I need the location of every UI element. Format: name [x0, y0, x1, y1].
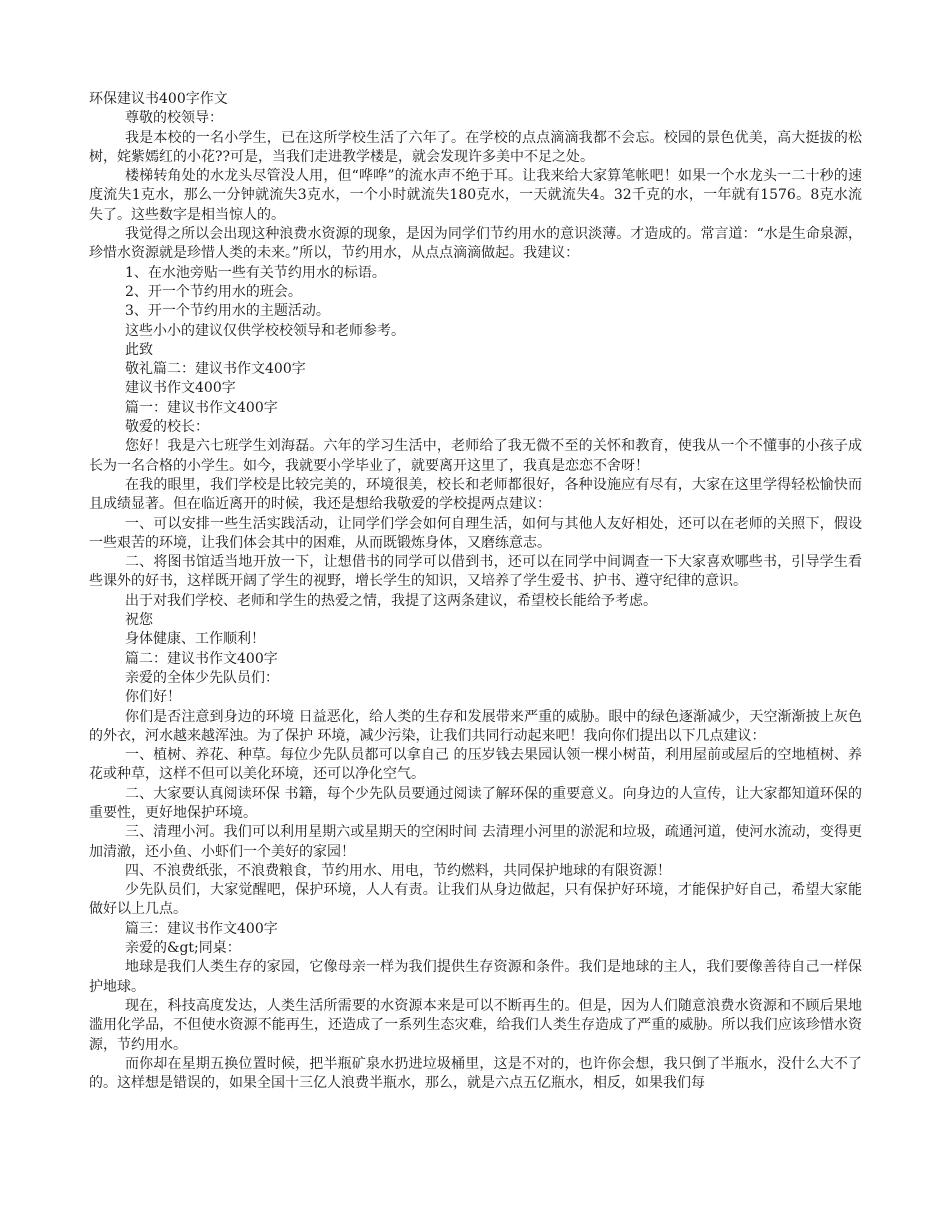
salutation: 敬爱的校长：: [125, 419, 209, 436]
list-item: 2、开一个节约用水的班会。: [125, 283, 302, 300]
paragraph: 在我的眼里，我们学校是比较完美的，环境很美，校长和老师都很好，各种设施应有尽有，大家在这里学得轻松愉快而且成绩显著。但在临近离开的时候，我还是想给我敬爱的学校提两点建议：: [89, 476, 862, 513]
paragraph: 你们是否注意到身边的环境 日益恶化，给人类的生存和发展带来严重的威胁。眼中的绿色逐渐减少，天空渐渐披上灰色的外衣，河水越来越浑浊。为了保护 环境，减少污染，让我们共同行动起来吧！我向你们提出以下几点建议：: [89, 708, 862, 744]
closing: 此致: [125, 341, 153, 358]
paragraph: 您好！我是六七班学生刘海磊。六年的学习生活中，老师给了我无微不至的关怀和教育，使我从一个不懂事的小孩子成长为一名合格的小学生。如今，我就要小学毕业了，就要离开这里了，我真是恋恋不舍呀！: [89, 438, 862, 474]
paragraph: 四、不浪费纸张，不浪费粮食，节约用水、用电，节约燃料，共同保护地球的有限资源！: [125, 862, 671, 879]
greeting: 你们好！: [125, 689, 181, 706]
salutation: 亲爱的&gt;同桌：: [125, 940, 241, 957]
salutation: 尊敬的校领导：: [125, 110, 223, 127]
section-heading: 篇三：建议书作文400字: [125, 920, 278, 937]
document-body: [89, 90, 862, 1093]
paragraph: 二、将图书馆适当地开放一下，让想借书的同学可以借到书，还可以在同学中间调查一下大家喜欢哪些书，引导学生看些课外的好书，这样既开阔了学生的视野，增长学生的知识，又培养了学生爱书、护书、遵守纪律的意识。: [89, 554, 862, 590]
paragraph: 出于对我们学校、老师和学生的热爱之情，我提了这两条建议，希望校长能给予考虑。: [125, 592, 657, 609]
paragraph: 楼梯转角处的水龙头尽管没人用，但“哗哗”的流水声不绝于耳。让我来给大家算笔帐吧！如果一个水龙头一二十秒的速度流失1克水，那么一分钟就流失3克水，一个小时就流失180克水，一天就流失4。32千克的水，一年就有1576。8克水流失了。这些数字是相当惊人的。: [89, 168, 862, 223]
paragraph: 这些小小的建议仅供学校校领导和老师参考。: [125, 322, 405, 339]
section-heading: 篇二：建议书作文400字: [125, 650, 278, 667]
paragraph: 三、清理小河。我们可以利用星期六或星期天的空闲时间 去清理小河里的淤泥和垃圾，疏通河道，使河水流动，变得更加清澈，还小鱼、小虾们一个美好的家园！: [89, 824, 862, 860]
paragraph: 少先队员们，大家觉醒吧，保护环境，人人有责。让我们从身边做起，只有保护好环境，才能保护好自己，希望大家能做好以上几点。: [89, 882, 862, 918]
section-heading: 篇一：建议书作文400字: [125, 399, 278, 416]
document-title: 环保建议书400字作文: [89, 91, 228, 107]
closing: 身体健康、工作顺利！: [125, 631, 265, 648]
list-item: 1、在水池旁贴一些有关节约用水的标语。: [125, 264, 386, 281]
paragraph: 一、植树、养花、种草。每位少先队员都可以拿自己 的压岁钱去果园认领一棵小树苗，利用屋前或屋后的空地植树、养花或种草，这样不但可以美化环境，还可以净化空气。: [89, 747, 862, 783]
paragraph: 一、可以安排一些生活实践活动，让同学们学会如何自理生活，如何与其他人友好相处，还可以在老师的关照下，假设一些艰苦的环境，让我们体会其中的困难，从而既锻炼身体，又磨练意志。: [89, 515, 862, 551]
paragraph: 我觉得之所以会出现这种浪费水资源的现象，是因为同学们节约用水的意识淡薄。才造成的。常言道：“水是生命泉源，珍惜水资源就是珍惜人类的未来。”所以，节约用水，从点点滴滴做起。我建议：: [89, 226, 862, 262]
paragraph: 二、大家要认真阅读环保 书籍，每个少先队员要通过阅读了解环保的重要意义。向身边的人宣传，让大家都知道环保的重要性，更好地保护环境。: [89, 785, 862, 821]
paragraph: 而你却在星期五换位置时候，把半瓶矿泉水扔进垃圾桶里，这是不对的，也许你会想，我只倒了半瓶水，没什么大不了的。这样想是错误的，如果全国十三亿人浪费半瓶水，那么，就是六点五亿瓶水，相反，如果我们每: [89, 1055, 862, 1092]
paragraph: 地球是我们人类生存的家园，它像母亲一样为我们提供生存资源和条件。我们是地球的主人，我们要像善待自己一样保护地球。: [89, 959, 862, 995]
closing: 祝您: [125, 612, 153, 629]
list-item: 3、开一个节约用水的主题活动。: [125, 303, 330, 320]
section-heading: 建议书作文400字: [125, 380, 236, 397]
paragraph: 现在，科技高度发达，人类生活所需要的水资源本来是可以不断再生的。但是，因为人们随意浪费水资源和不顾后果地滥用化学品，不但使水资源不能再生，还造成了一系列生态灾难，给我们人类生存造成了严重的威胁。所以我们应该珍惜水资源，节约用水。: [89, 997, 862, 1053]
paragraph: 我是本校的一名小学生，已在这所学校生活了六年了。在学校的点点滴滴我都不会忘。校园的景色优美，高大挺拔的松树，姹紫嫣红的小花??可是，当我们走进教学楼是，就会发现许多美中不足之处。: [89, 129, 862, 165]
section-heading: 敬礼篇二：建议书作文400字: [125, 361, 306, 378]
salutation: 亲爱的全体少先队员们：: [125, 669, 279, 686]
